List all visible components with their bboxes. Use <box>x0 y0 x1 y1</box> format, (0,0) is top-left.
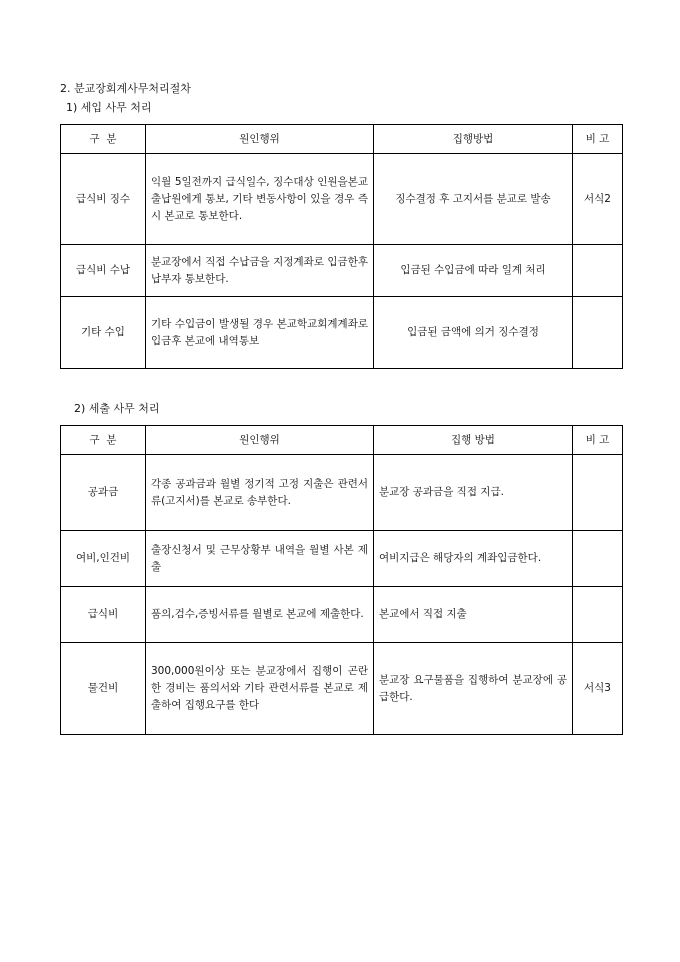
section-title: 2. 분교장회계사무처리절차 <box>60 82 191 95</box>
category-cell: 공과금 <box>61 455 146 531</box>
table-row <box>61 531 623 587</box>
income-subtitle: 1) 세입 사무 처리 <box>66 101 152 114</box>
note-cell <box>573 455 623 531</box>
income-header-row <box>61 125 623 154</box>
income-header-category: 구 분 <box>61 125 146 154</box>
cause-cell: 출장신청서 및 근무상황부 내역을 월별 사본 제출 <box>146 531 374 587</box>
cause-cell: 익월 5일전까지 급식일수, 징수대상 인원을본교 출납원에게 통보, 기타 변동사항이 있을 경우 즉시 본교로 통보한다. <box>146 154 374 245</box>
cause-cell: 분교장에서 직접 수납금을 지정계좌로 입금한후 납부자 통보한다. <box>146 245 374 297</box>
expense-table <box>60 425 623 735</box>
method-cell: 입금된 금액에 의거 징수결정 <box>374 297 573 369</box>
category-cell: 급식비 수납 <box>61 245 146 297</box>
category-cell: 급식비 <box>61 587 146 643</box>
expense-header-row <box>61 426 623 455</box>
category-cell: 물건비 <box>61 643 146 735</box>
cause-cell: 품의,검수,증빙서류를 월별로 본교에 제출한다. <box>146 587 374 643</box>
table-row <box>61 587 623 643</box>
method-cell: 분교장 요구물품을 집행하여 분교장에 공급한다. <box>374 643 573 735</box>
method-cell: 여비지급은 해당자의 계좌입금한다. <box>374 531 573 587</box>
table-row <box>61 154 623 245</box>
expense-header-cause: 원인행위 <box>146 426 374 455</box>
category-cell: 여비,인건비 <box>61 531 146 587</box>
cause-cell: 기타 수입금이 발생될 경우 본교학교회계계좌로 입금후 본교에 내역통보 <box>146 297 374 369</box>
expense-header-note: 비 고 <box>573 426 623 455</box>
income-table <box>60 124 623 369</box>
expense-subtitle: 2) 세출 사무 처리 <box>74 402 160 415</box>
note-cell <box>573 297 623 369</box>
note-cell <box>573 245 623 297</box>
note-cell: 서식2 <box>573 154 623 245</box>
note-cell <box>573 587 623 643</box>
table-row <box>61 245 623 297</box>
expense-header-method: 집행 방법 <box>374 426 573 455</box>
cause-cell: 300,000원이상 또는 분교장에서 집행이 곤란한 경비는 품의서와 기타 관련서류를 본교로 제출하여 집행요구를 한다 <box>146 643 374 735</box>
method-cell: 본교에서 직접 지출 <box>374 587 573 643</box>
cause-cell: 각종 공과금과 월별 정기적 고정 지출은 관련서류(고지서)를 본교로 송부한다. <box>146 455 374 531</box>
income-header-cause: 원인행위 <box>146 125 374 154</box>
category-cell: 급식비 징수 <box>61 154 146 245</box>
table-row <box>61 455 623 531</box>
table-row <box>61 643 623 735</box>
income-header-method: 집행방법 <box>374 125 573 154</box>
category-cell: 기타 수입 <box>61 297 146 369</box>
table-row <box>61 297 623 369</box>
income-header-note: 비 고 <box>573 125 623 154</box>
method-cell: 분교장 공과금을 직접 지급. <box>374 455 573 531</box>
method-cell: 징수결정 후 고지서를 분교로 발송 <box>374 154 573 245</box>
note-cell <box>573 531 623 587</box>
expense-header-category: 구 분 <box>61 426 146 455</box>
method-cell: 입금된 수입금에 따라 일계 처리 <box>374 245 573 297</box>
note-cell: 서식3 <box>573 643 623 735</box>
